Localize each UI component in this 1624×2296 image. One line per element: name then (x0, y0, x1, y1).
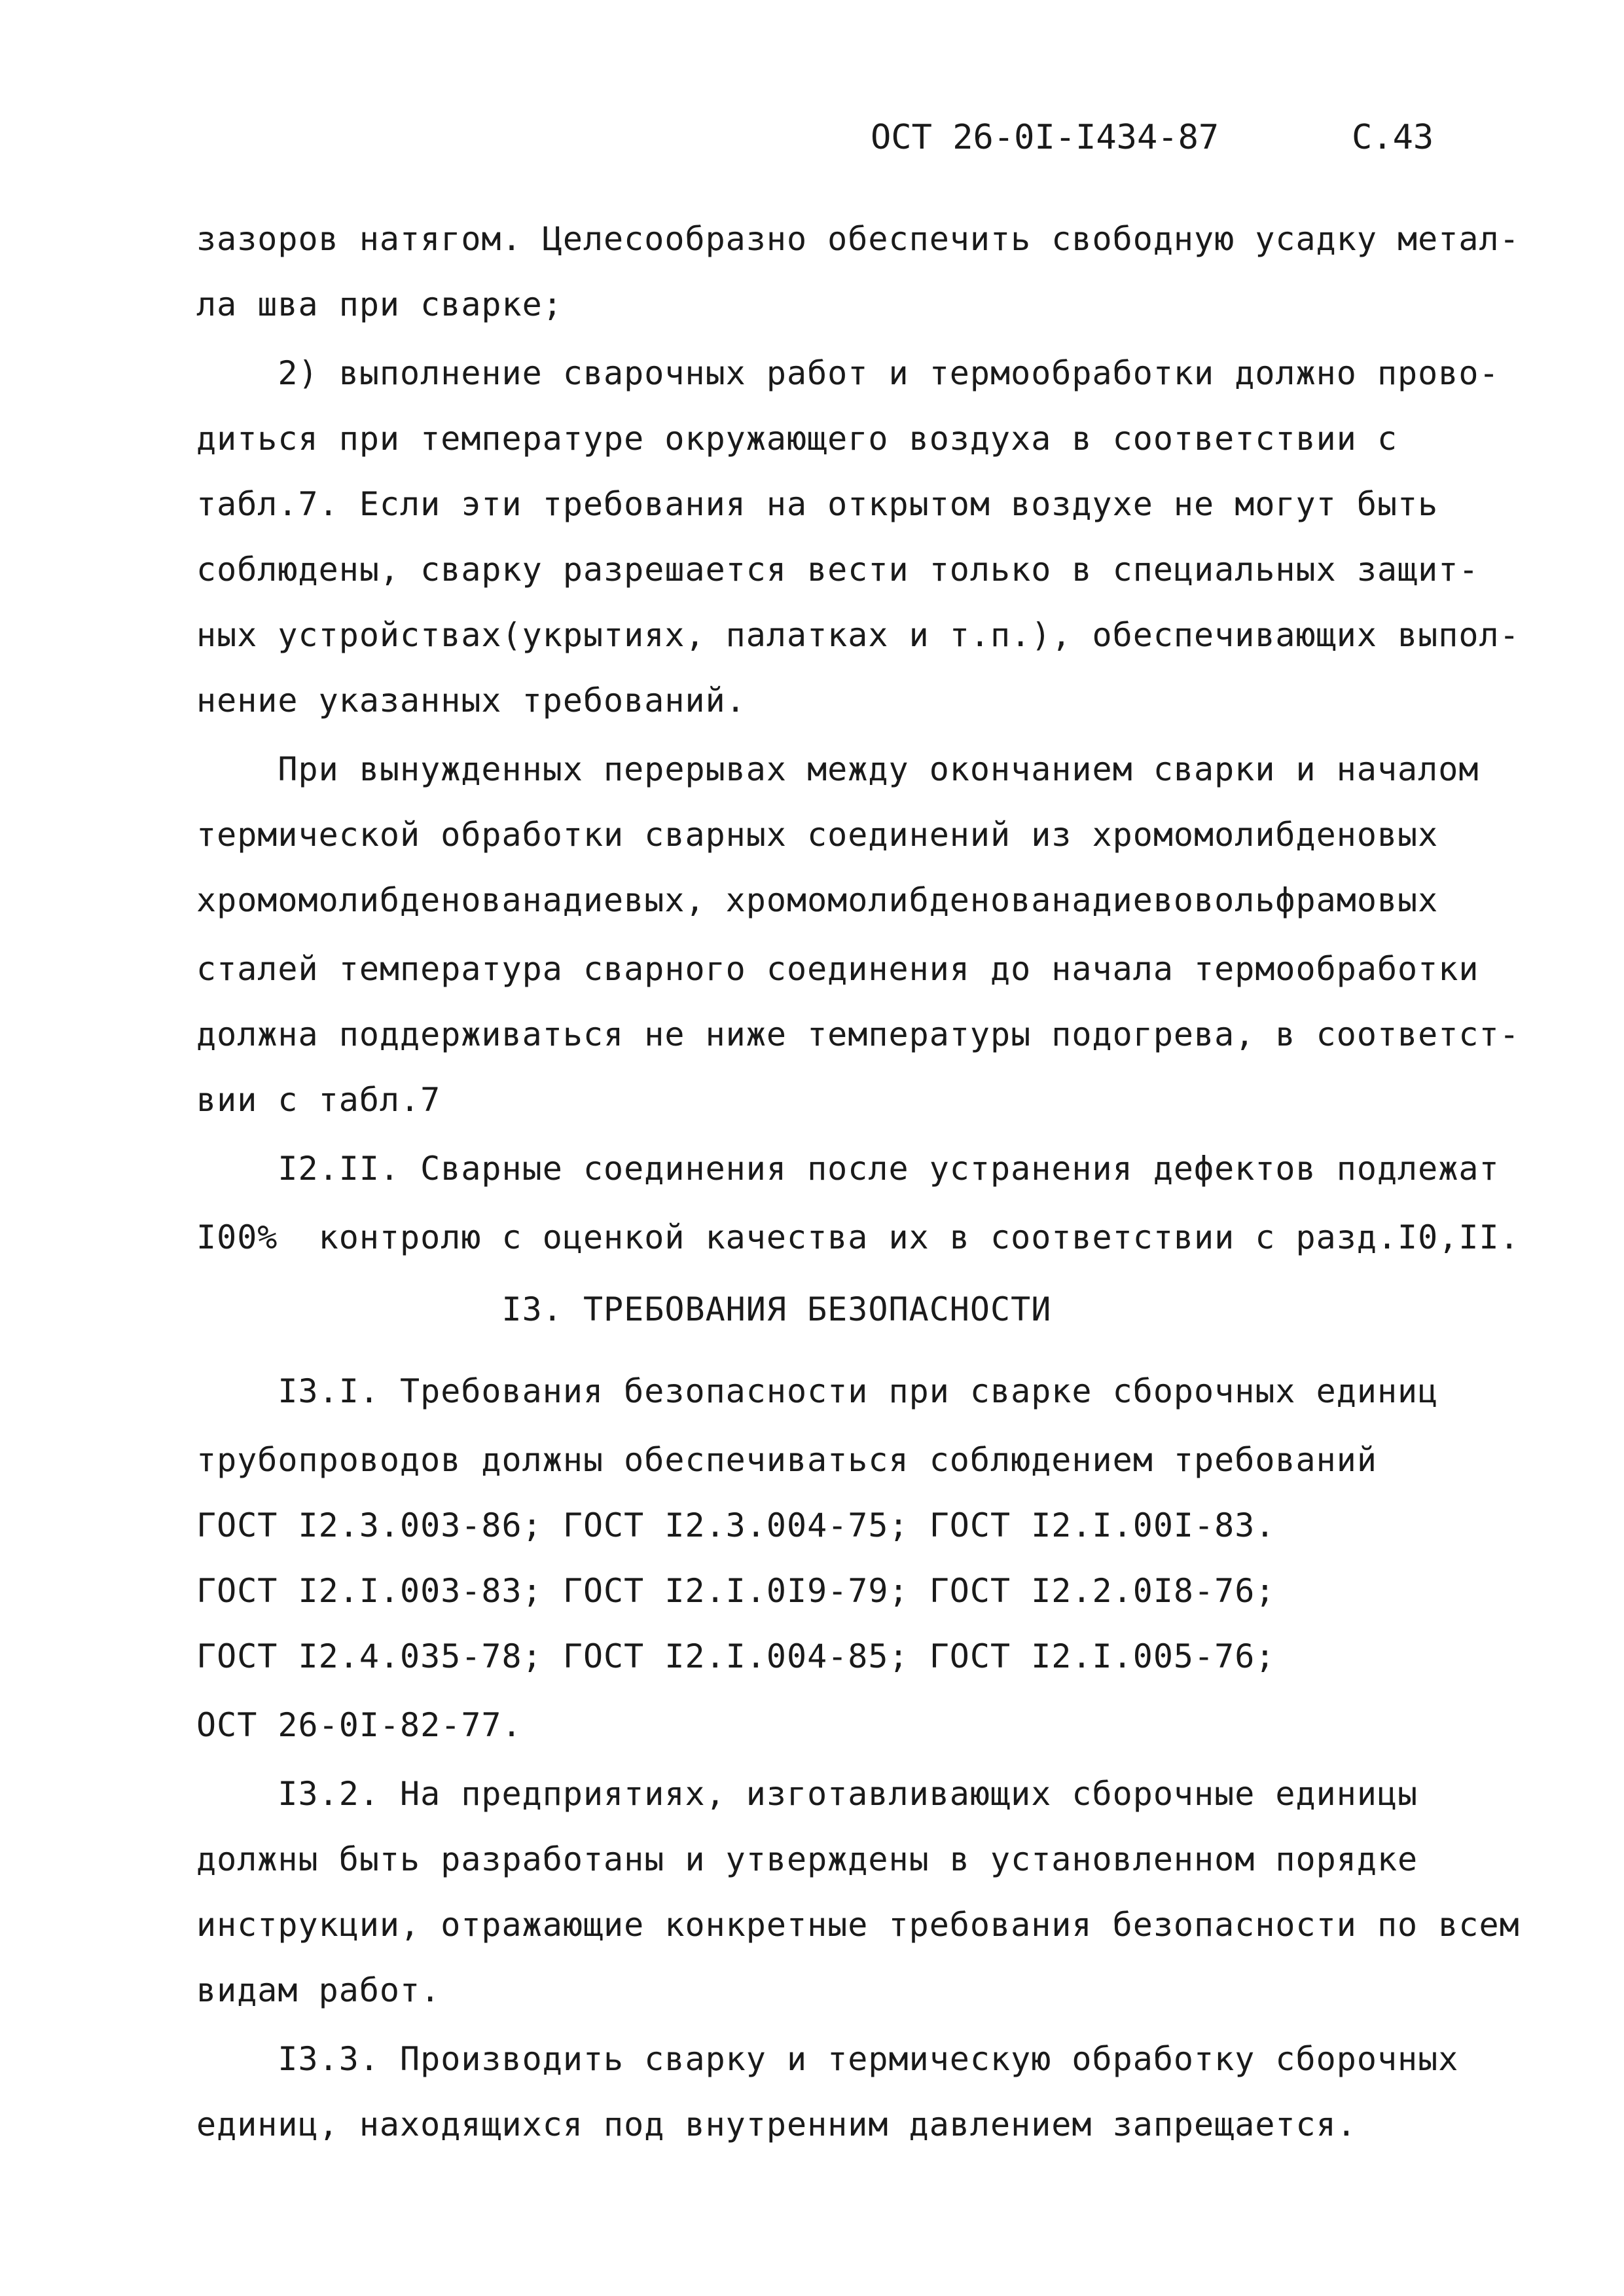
section-heading: I3. ТРЕБОВАНИЯ БЕЗОПАСНОСТИ (196, 1290, 1052, 1328)
document-code: ОСТ 26-0I-I434-87 (871, 118, 1219, 157)
text-line: ных устройствах(укрытиях, палатках и т.п.), обеспечивающих выпол- (196, 616, 1520, 654)
text-line: нение указанных требований. (196, 682, 746, 720)
text-line: I2.II. Сварные соединения после устранения дефектов подлежат (196, 1150, 1500, 1188)
page-number: С.43 (1352, 118, 1434, 157)
text-line: При вынужденных перерывах между окончанием сварки и началом (196, 750, 1479, 788)
text-line: должна поддерживаться не ниже температуры подогрева, в соответст- (196, 1015, 1520, 1053)
text-line: диться при температуре окружающего воздуха в соответствии с (196, 420, 1398, 458)
text-line: хромомолибденованадиевых, хромомолибденованадиевовольфрамовых (196, 881, 1439, 919)
text-line: термической обработки сварных соединений из хромомолибденовых (196, 816, 1439, 854)
text-line: соблюдены, сварку разрешается вести только в специальных защит- (196, 551, 1479, 589)
text-line: сталей температура сварного соединения до начала термообработки (196, 950, 1479, 988)
text-line: зазоров натягом. Целесообразно обеспечить свободную усадку метал- (196, 220, 1520, 258)
text-line: должны быть разработаны и утверждены в установленном порядке (196, 1840, 1418, 1878)
text-line: ГОСТ I2.4.035-78; ГОСТ I2.I.004-85; ГОСТ I2.I.005-76; (196, 1637, 1276, 1675)
text-line: табл.7. Если эти требования на открытом воздухе не могут быть (196, 485, 1439, 523)
text-line: ГОСТ I2.I.003-83; ГОСТ I2.I.0I9-79; ГОСТ I2.2.0I8-76; (196, 1572, 1276, 1610)
text-line: единиц, находящихся под внутренним давлением запрещается. (196, 2105, 1357, 2143)
text-line: инструкции, отражающие конкретные требования безопасности по всем (196, 1906, 1520, 1944)
text-line: ла шва при сварке; (196, 285, 563, 323)
text-line: трубопроводов должны обеспечиваться соблюдением требований (196, 1441, 1377, 1479)
text-line: ГОСТ I2.3.003-86; ГОСТ I2.3.004-75; ГОСТ I2.I.00I-83. (196, 1506, 1276, 1544)
text-line: 2) выполнение сварочных работ и термообработки должно прово- (196, 354, 1500, 392)
text-line: вии с табл.7 (196, 1081, 441, 1119)
text-line: I00% контролю с оценкой качества их в соответствии с разд.I0,II. (196, 1218, 1520, 1256)
text-line: I3.3. Производить сварку и термическую обработку сборочных (196, 2040, 1459, 2078)
text-line: видам работ. (196, 1971, 441, 2009)
text-line: I3.2. На предприятиях, изготавливающих сборочные единицы (196, 1775, 1418, 1813)
text-line: ОСТ 26-0I-82-77. (196, 1706, 522, 1744)
text-line: I3.I. Требования безопасности при сварке сборочных единиц (196, 1372, 1439, 1410)
